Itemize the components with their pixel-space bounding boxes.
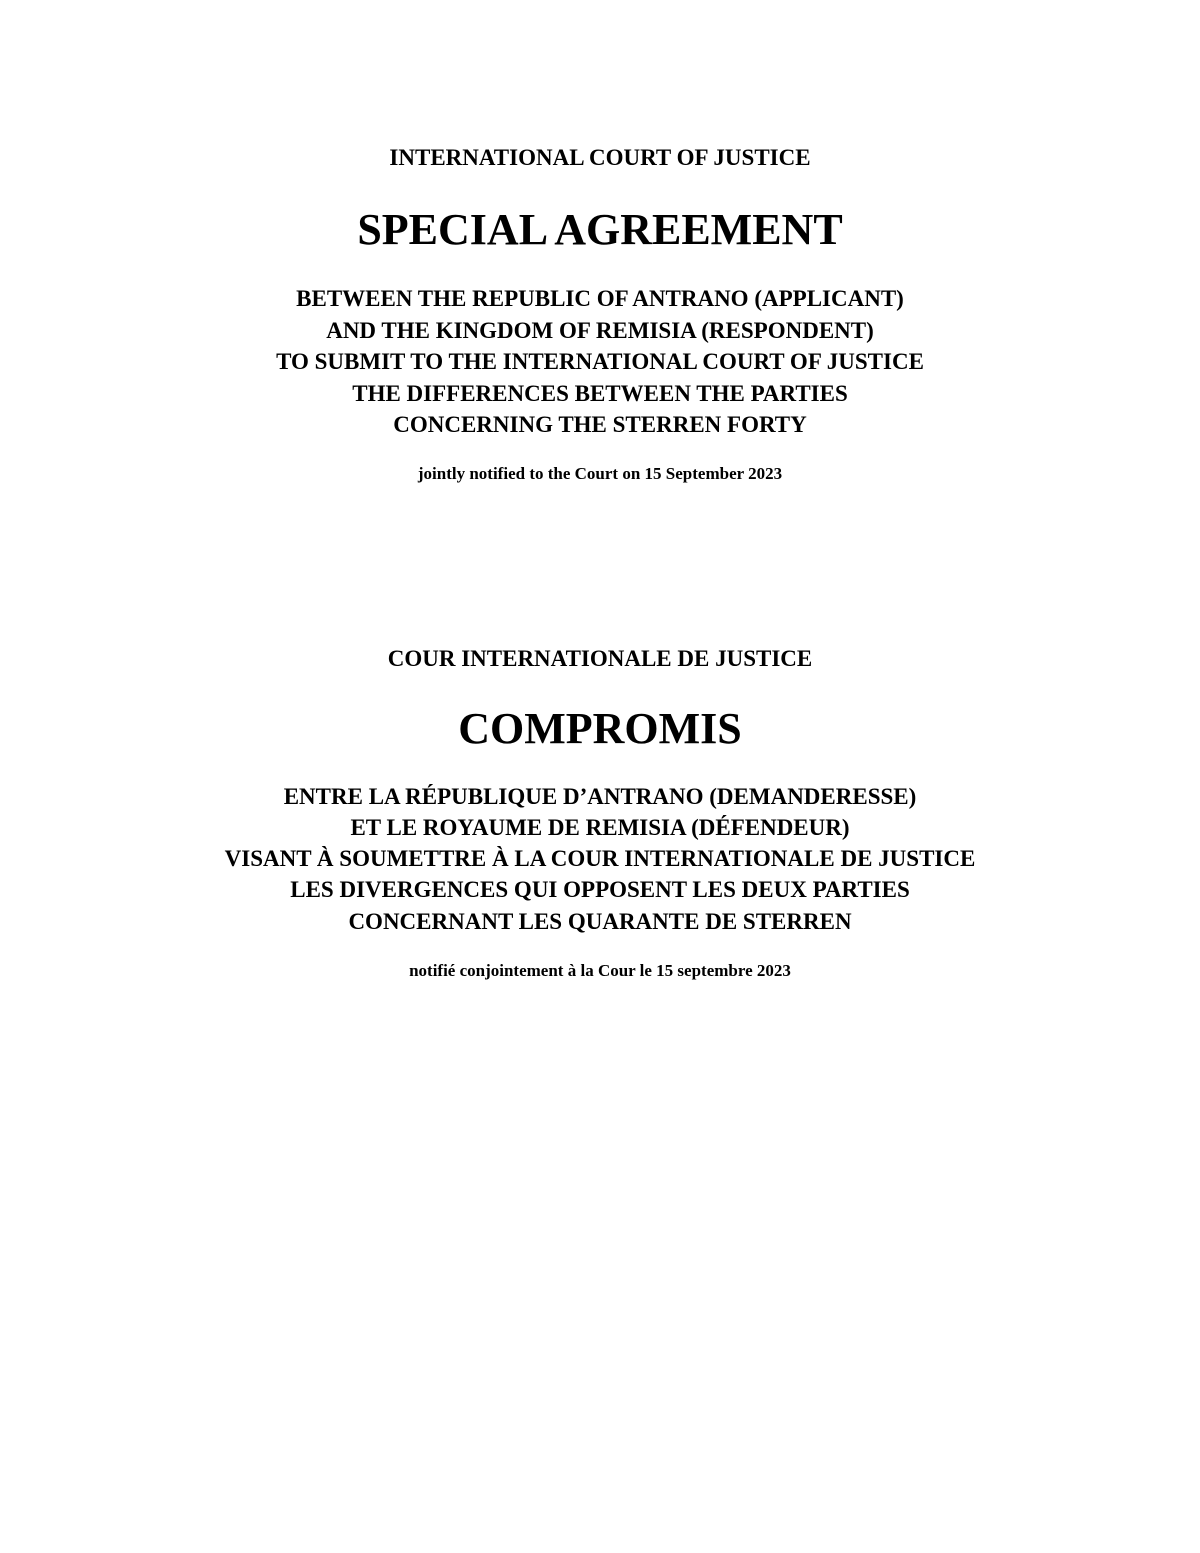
french-description-line: CONCERNANT LES QUARANTE DE STERREN (348, 909, 852, 934)
french-description-line: ENTRE LA RÉPUBLIQUE D’ANTRANO (DEMANDERESSE) (283, 784, 917, 809)
french-description-line: ET LE ROYAUME DE REMISIA (DÉFENDEUR) (350, 815, 850, 840)
french-description-line: LES DIVERGENCES QUI OPPOSENT LES DEUX PARTIES (290, 877, 910, 902)
french-description-line: VISANT À SOUMETTRE À LA COUR INTERNATIONALE DE JUSTICE (224, 846, 976, 871)
english-description-line: BETWEEN THE REPUBLIC OF ANTRANO (APPLICANT) (296, 286, 904, 311)
french-document-title: COMPROMIS (458, 704, 742, 753)
english-document-title: SPECIAL AGREEMENT (357, 205, 843, 254)
english-description-line: TO SUBMIT TO THE INTERNATIONAL COURT OF JUSTICE (276, 349, 924, 374)
french-notification-date: notifié conjointement à la Cour le 15 septembre 2023 (409, 961, 791, 980)
french-court-name: COUR INTERNATIONALE DE JUSTICE (387, 646, 813, 671)
english-notification-date: jointly notified to the Court on 15 September 2023 (417, 464, 783, 483)
english-description-line: THE DIFFERENCES BETWEEN THE PARTIES (352, 381, 848, 406)
english-description-line: AND THE KINGDOM OF REMISIA (RESPONDENT) (326, 318, 874, 343)
english-court-name: INTERNATIONAL COURT OF JUSTICE (389, 145, 811, 170)
english-description-line: CONCERNING THE STERREN FORTY (393, 412, 807, 437)
